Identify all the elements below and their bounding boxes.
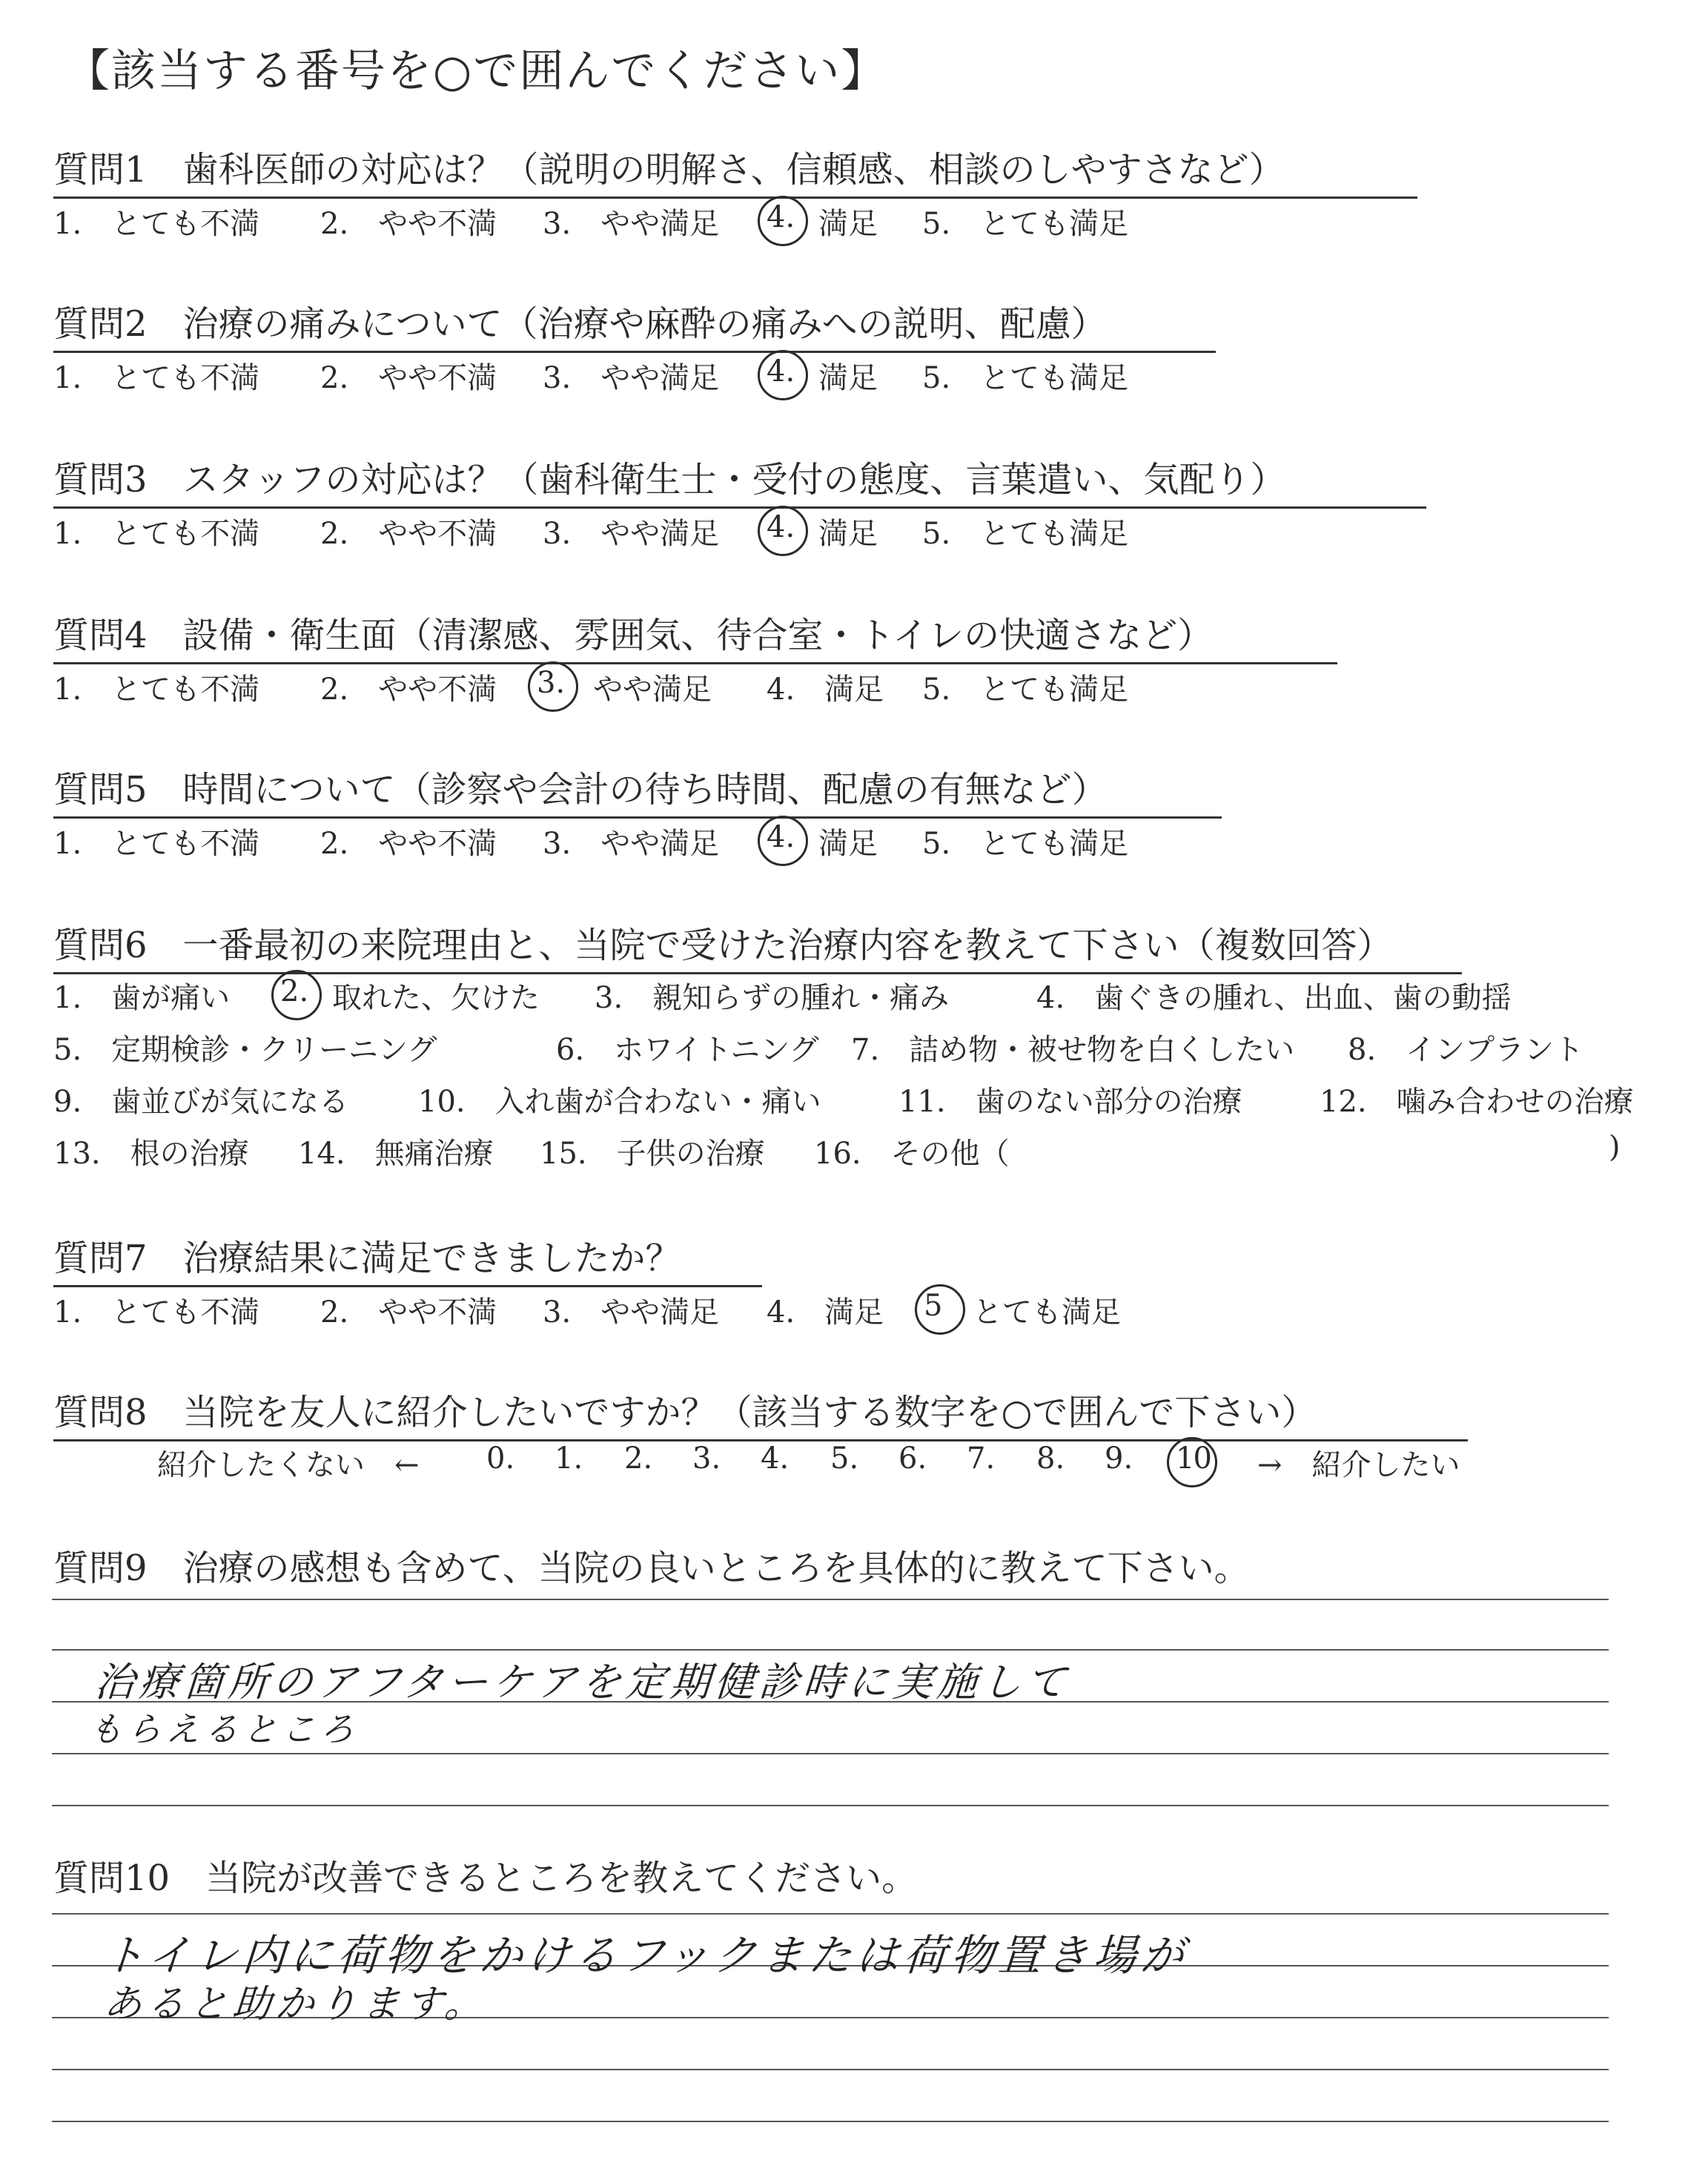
q4-option-1[interactable]: 1. とても不満 <box>53 673 260 707</box>
question-9-label: 質問9 治療の感想も含めて、当院の良いところを具体的に教えて下さい。 <box>53 1548 1250 1589</box>
q1-option-1[interactable]: 1. とても不満 <box>53 207 260 241</box>
q10-answer-line-1[interactable]: トイレ内に荷物をかけるフックまたは荷物置き場が <box>100 1930 1191 1981</box>
q10-line-5 <box>52 2121 1609 2122</box>
q5-option-4-text: 満足 <box>818 827 878 861</box>
q6-option-9[interactable]: 9. 歯並びが気になる <box>53 1085 349 1119</box>
q6-option-7[interactable]: 7. 詰め物・被せ物を白くしたい <box>851 1033 1295 1067</box>
question-3-options <box>53 510 1314 555</box>
q6-option-11[interactable]: 11. 歯のない部分の治療 <box>898 1085 1242 1119</box>
q1-option-3[interactable]: 3. やや満足 <box>543 207 720 241</box>
question-7-options <box>53 1289 1314 1333</box>
q6-row-2 <box>53 1026 1647 1071</box>
question-3-label: 質問3 スタッフの対応は？（歯科衛生士・受付の態度、言葉遣い、気配り） <box>53 451 1426 509</box>
q6-option-2-text: 取れた、欠けた <box>332 981 540 1015</box>
q9-line-4 <box>52 1753 1609 1754</box>
q8-scale-6[interactable]: 6. <box>898 1441 927 1476</box>
q5-option-2[interactable]: 2. やや不満 <box>320 827 497 861</box>
q7-option-3[interactable]: 3. やや満足 <box>543 1295 720 1330</box>
q6-option-4[interactable]: 4. 歯ぐきの腫れ、出血、歯の動揺 <box>1036 981 1512 1015</box>
question-4-label: 質問4 設備・衛生面（清潔感、雰囲気、待合室・トイレの快適さなど） <box>53 607 1337 664</box>
q9-answer-line-1[interactable]: 治療箇所のアフターケアを定期健診時に実施して <box>93 1659 1073 1705</box>
q6-option-15[interactable]: 15. 子供の治療 <box>540 1137 765 1171</box>
question-4-options <box>53 666 1314 710</box>
q3-option-4-text: 満足 <box>818 517 878 551</box>
q6-row-1 <box>53 974 1647 1019</box>
q8-scale-3[interactable]: 3. <box>692 1441 721 1476</box>
q8-scale-9[interactable]: 9. <box>1105 1441 1133 1476</box>
q3-option-4-circled[interactable]: 4. <box>767 510 795 544</box>
q9-line-1 <box>52 1599 1609 1600</box>
q6-other-close-paren: ) <box>1609 1130 1621 1164</box>
q6-option-5[interactable]: 5. 定期検診・クリーニング <box>53 1033 437 1067</box>
q4-option-3-text: やや満足 <box>593 673 712 707</box>
question-10-label: 質問10 当院が改善できるところを教えてください。 <box>53 1857 918 1899</box>
question-8-label: 質問8 当院を友人に紹介したいですか？（該当する数字を○で囲んで下さい） <box>53 1384 1468 1441</box>
q1-option-5[interactable]: 5. とても満足 <box>922 207 1129 241</box>
question-6-label: 質問6 一番最初の来院理由と、当院で受けた治療内容を教えて下さい（複数回答） <box>53 916 1462 974</box>
q8-scale-0[interactable]: 0. <box>486 1441 515 1476</box>
q1-option-2[interactable]: 2. やや不満 <box>320 207 497 241</box>
q5-option-5[interactable]: 5. とても満足 <box>922 827 1129 861</box>
page-title: 【該当する番号を○で囲んでください】 <box>65 45 887 97</box>
q6-option-8[interactable]: 8. インプラント <box>1348 1033 1584 1067</box>
question-1-options <box>53 200 1314 245</box>
q4-option-5[interactable]: 5. とても満足 <box>922 673 1129 707</box>
question-5-options <box>53 820 1314 865</box>
q8-scale-2[interactable]: 2. <box>624 1441 653 1476</box>
question-2-label: 質問2 治療の痛みについて（治療や麻酔の痛みへの説明、配慮） <box>53 295 1216 353</box>
q3-option-5[interactable]: 5. とても満足 <box>922 517 1129 551</box>
question-1-label: 質問1 歯科医師の対応は？（説明の明解さ、信頼感、相談のしやすさなど） <box>53 141 1417 199</box>
q10-line-4 <box>52 2069 1609 2070</box>
q6-option-10[interactable]: 10. 入れ歯が合わない・痛い <box>418 1085 821 1119</box>
q6-option-16[interactable]: 16. その他（ <box>814 1137 1010 1171</box>
q9-line-5 <box>52 1805 1609 1806</box>
q10-line-1 <box>52 1913 1609 1915</box>
q8-scale-8[interactable]: 8. <box>1036 1441 1065 1476</box>
q2-option-2[interactable]: 2. やや不満 <box>320 361 497 395</box>
question-5-label: 質問5 時間について（診察や会計の待ち時間、配慮の有無など） <box>53 761 1222 819</box>
q3-option-3[interactable]: 3. やや満足 <box>543 517 720 551</box>
q6-option-2-circled[interactable]: 2. <box>280 974 309 1008</box>
q7-option-2[interactable]: 2. やや不満 <box>320 1295 497 1330</box>
q8-scale-5[interactable]: 5. <box>830 1441 859 1476</box>
q4-option-3-circled[interactable]: 3. <box>537 666 566 700</box>
q8-scale-4[interactable]: 4. <box>761 1441 790 1476</box>
q4-option-4[interactable]: 4. 満足 <box>767 673 884 707</box>
q5-option-1[interactable]: 1. とても不満 <box>53 827 260 861</box>
q8-scale-7[interactable]: 7. <box>967 1441 996 1476</box>
q5-option-3[interactable]: 3. やや満足 <box>543 827 720 861</box>
q10-answer-line-2[interactable]: あると助かります。 <box>102 1982 489 2027</box>
q1-option-4-text: 満足 <box>818 207 878 241</box>
q5-option-4-circled[interactable]: 4. <box>767 820 795 854</box>
q3-option-1[interactable]: 1. とても不満 <box>53 517 260 551</box>
q6-option-6[interactable]: 6. ホワイトニング <box>556 1033 819 1067</box>
q3-option-2[interactable]: 2. やや不満 <box>320 517 497 551</box>
q7-option-5-circled[interactable]: 5 <box>924 1289 943 1323</box>
question-2-options <box>53 354 1314 399</box>
q6-row-4 <box>53 1130 1647 1175</box>
q1-option-4-circled[interactable]: 4. <box>767 200 795 234</box>
q6-option-3[interactable]: 3. 親知らずの腫れ・痛み <box>595 981 950 1015</box>
q7-option-4[interactable]: 4. 満足 <box>767 1295 884 1330</box>
q2-option-4-text: 満足 <box>818 361 878 395</box>
question-7-label: 質問7 治療結果に満足できましたか？ <box>53 1229 762 1287</box>
q6-option-14[interactable]: 14. 無痛治療 <box>298 1137 494 1171</box>
question-8-scale <box>53 1441 1536 1486</box>
q8-right-label: → 紹介したい <box>1257 1448 1460 1482</box>
q2-option-5[interactable]: 5. とても満足 <box>922 361 1129 395</box>
q7-option-5-text: とても満足 <box>973 1295 1121 1330</box>
q8-scale-10-circled[interactable]: 10 <box>1176 1441 1211 1476</box>
q6-option-1[interactable]: 1. 歯が痛い <box>53 981 231 1015</box>
q6-option-12[interactable]: 12. 噛み合わせの治療 <box>1320 1085 1634 1119</box>
q6-option-13[interactable]: 13. 根の治療 <box>53 1137 249 1171</box>
q4-option-2[interactable]: 2. やや不満 <box>320 673 497 707</box>
q2-option-4-circled[interactable]: 4. <box>767 354 795 389</box>
q9-answer-line-2[interactable]: もらえるところ <box>87 1709 360 1749</box>
q7-option-1[interactable]: 1. とても不満 <box>53 1295 260 1330</box>
q2-option-3[interactable]: 3. やや満足 <box>543 361 720 395</box>
q8-left-label: 紹介したくない ← <box>157 1448 420 1482</box>
q8-scale-1[interactable]: 1. <box>555 1441 583 1476</box>
q6-row-3 <box>53 1078 1655 1123</box>
q2-option-1[interactable]: 1. とても不満 <box>53 361 260 395</box>
